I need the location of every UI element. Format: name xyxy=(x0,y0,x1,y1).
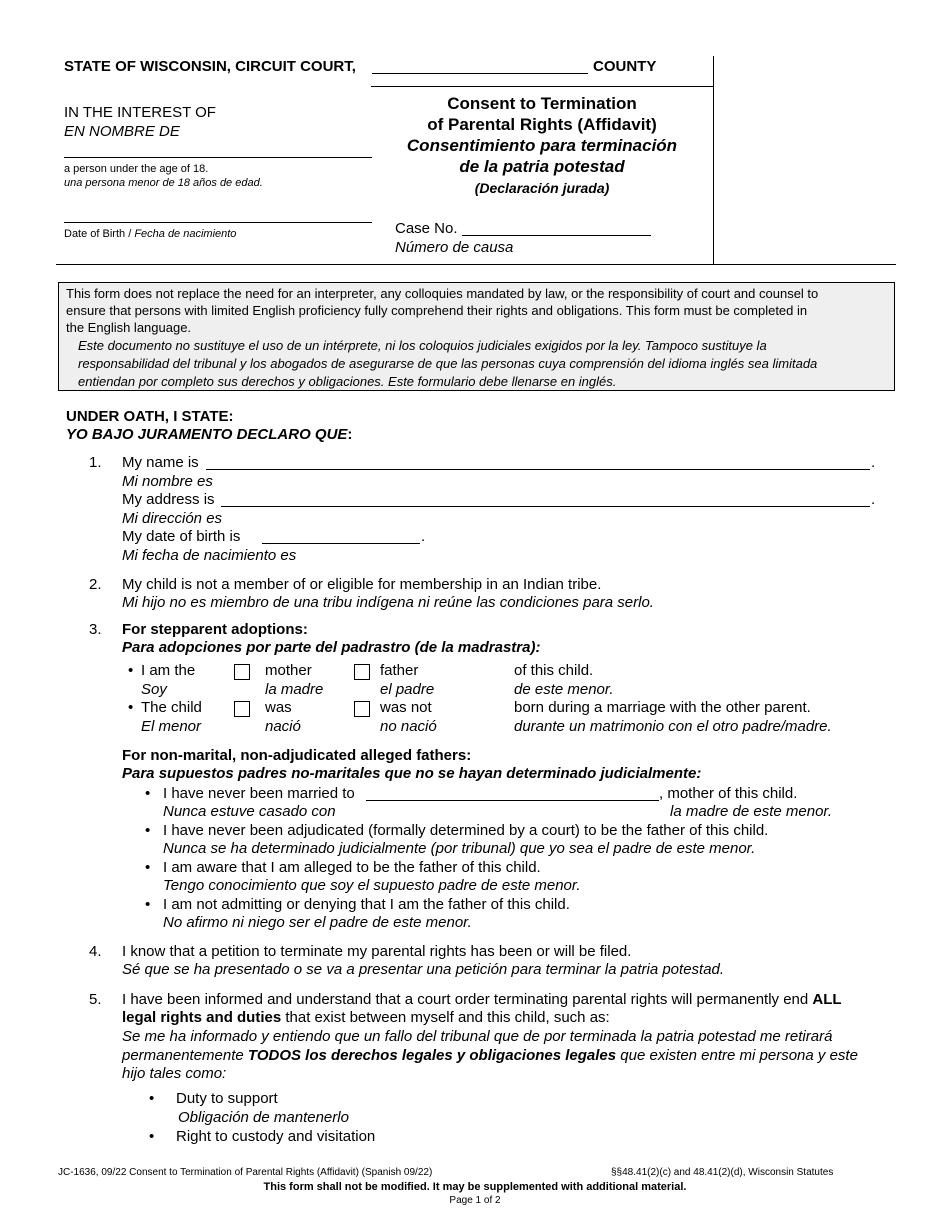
child-dob-field[interactable] xyxy=(64,222,372,223)
dob-self-label-es: Mi fecha de nacimiento es xyxy=(122,547,297,564)
notice-en-1: This form does not replace the need for an interpreter, any colloquies mandated by law, or the responsibility of court and counsel to xyxy=(66,286,819,301)
duty-support-es: Obligación de mantenerlo xyxy=(178,1109,349,1126)
mother-name-field[interactable] xyxy=(366,800,659,801)
notice-es-3: entiendan por completo sus derechos y obligaciones. Este formulario debe llenarse en inglés. xyxy=(78,374,617,389)
item-2-text: My child is not a member of or eligible for membership in an Indian tribe. xyxy=(122,576,602,593)
item-2-number: 2. xyxy=(89,576,102,593)
bullet: • xyxy=(145,859,151,876)
form-title xyxy=(372,93,712,199)
dob-self-field[interactable] xyxy=(262,543,420,544)
admitting-text: I am not admitting or denying that I am the father of this child. xyxy=(163,896,570,913)
row1-tail-es: de este menor. xyxy=(514,681,614,698)
bullet: • xyxy=(145,822,151,839)
father-checkbox[interactable] xyxy=(354,664,370,680)
item-5-es-3: hijo tales como: xyxy=(122,1065,227,1082)
was-checkbox[interactable] xyxy=(234,701,250,717)
court-label: STATE OF WISCONSIN, CIRCUIT COURT, xyxy=(64,58,356,75)
title-es-2: de la patria potestad xyxy=(459,157,625,176)
item-5-line-2: legal rights and duties that exist between myself and this child, such as: xyxy=(122,1009,610,1026)
nonmarital-heading-es: Para supuestos padres no-maritales que no se hayan determinado judicialmente: xyxy=(122,765,702,782)
item-4-text: I know that a petition to terminate my parental rights has been or will be filed. xyxy=(122,943,632,960)
notice-box xyxy=(58,282,895,391)
statutes: §§48.41(2)(c) and 48.41(2)(d), Wisconsin Statutes xyxy=(611,1167,834,1178)
bullet: • xyxy=(128,662,134,679)
item-3-number: 3. xyxy=(89,621,102,638)
aware-text-es: Tengo conocimiento que soy el supuesto padre de este menor. xyxy=(163,877,581,894)
form-id: JC-1636, 09/22 Consent to Termination of Parental Rights (Affidavit) (Spanish 09/22) xyxy=(58,1167,433,1178)
aware-text: I am aware that I am alleged to be the father of this child. xyxy=(163,859,541,876)
item-5-es-2: permanentemente TODOS los derechos legales y obligaciones legales que existen entre mi persona y este xyxy=(122,1047,858,1064)
item-5-es-1: Se me ha informado y entiendo que un fallo del tribunal que de por terminada la patria potestad me retirará xyxy=(122,1028,833,1045)
footer-notice: This form shall not be modified. It may be supplemented with additional material. xyxy=(263,1181,687,1193)
minor-note: a person under the age of 18. xyxy=(64,163,209,175)
title-es-3: (Declaración jurada) xyxy=(474,180,610,196)
item-5-line-1: I have been informed and understand that a court order terminating parental rights will permanently end ALL xyxy=(122,991,842,1008)
row2-tail: born during a marriage with the other parent. xyxy=(514,699,811,716)
case-no-field[interactable] xyxy=(462,235,651,236)
married-tail-es: la madre de este menor. xyxy=(670,803,833,820)
bullet: • xyxy=(149,1090,155,1107)
oath-en: UNDER OATH, I STATE: xyxy=(66,408,234,425)
header-right-rule xyxy=(713,56,714,264)
row1-lead: I am the xyxy=(141,662,196,679)
child-name-field[interactable] xyxy=(64,157,372,158)
stepparent-heading-es: Para adopciones por parte del padrastro (de la madrastra): xyxy=(122,639,541,656)
dob-self-period: . xyxy=(421,528,426,545)
notice-en-2: ensure that persons with limited English proficiency fully comprehend their rights and obligations. This form must be completed in xyxy=(66,303,808,318)
interest-label-es: EN NOMBRE DE xyxy=(64,123,180,140)
item-1-number: 1. xyxy=(89,454,102,471)
case-no-label-es: Número de causa xyxy=(395,239,514,256)
father-label: father xyxy=(380,662,419,679)
county-field[interactable] xyxy=(372,73,588,74)
page-number: Page 1 of 2 xyxy=(449,1195,501,1206)
dob-label: Date of Birth / Fecha de nacimiento xyxy=(64,228,237,240)
married-label-es: Nunca estuve casado con xyxy=(163,803,336,820)
custody-visitation: Right to custody and visitation xyxy=(176,1128,376,1145)
adjudicated-text-es: Nunca se ha determinado judicialmente (por tribunal) que yo sea el padre de este menor. xyxy=(163,840,756,857)
minor-note-es: una persona menor de 18 años de edad. xyxy=(64,177,263,189)
was-not-label: was not xyxy=(380,699,432,716)
item-4-text-es: Sé que se ha presentado o se va a presentar una petición para terminar la patria potestad. xyxy=(122,961,725,978)
mother-checkbox[interactable] xyxy=(234,664,250,680)
name-label: My name is xyxy=(122,454,199,471)
title-es-1: Consentimiento para terminación xyxy=(406,136,678,155)
row1-lead-es: Soy xyxy=(141,681,167,698)
row1-tail: of this child. xyxy=(514,662,594,679)
stepparent-heading: For stepparent adoptions: xyxy=(122,621,308,638)
bullet: • xyxy=(145,785,151,802)
married-tail: , mother of this child. xyxy=(659,785,798,802)
item-4-number: 4. xyxy=(89,943,102,960)
row2-lead-es: El menor xyxy=(141,718,202,735)
mother-label: mother xyxy=(265,662,312,679)
name-period: . xyxy=(871,454,876,471)
notice-es-2: responsabilidad del tribunal y los abogados de asegurarse de que las personas cuya comprensión del idioma inglés sea limitada xyxy=(78,356,818,371)
nonmarital-heading: For non-marital, non-adjudicated alleged fathers: xyxy=(122,747,472,764)
was-not-checkbox[interactable] xyxy=(354,701,370,717)
header-bottom-rule xyxy=(56,264,896,265)
name-field[interactable] xyxy=(206,469,870,470)
row2-lead: The child xyxy=(141,699,202,716)
married-label: I have never been married to xyxy=(163,785,355,802)
header-divider xyxy=(371,86,714,87)
notice-en-3: the English language. xyxy=(66,320,192,335)
name-label-es: Mi nombre es xyxy=(122,473,213,490)
was-label: was xyxy=(265,699,292,716)
title-en-2: of Parental Rights (Affidavit) xyxy=(427,115,657,134)
dob-self-label: My date of birth is xyxy=(122,528,241,545)
bullet: • xyxy=(128,699,134,716)
admitting-text-es: No afirmo ni niego ser el padre de este menor. xyxy=(163,914,472,931)
oath-es: YO BAJO JURAMENTO DECLARO QUE: xyxy=(66,426,353,443)
address-label-es: Mi dirección es xyxy=(122,510,223,527)
was-not-label-es: no nació xyxy=(380,718,437,735)
duty-support: Duty to support xyxy=(176,1090,278,1107)
address-period: . xyxy=(871,491,876,508)
address-field[interactable] xyxy=(221,506,870,507)
row2-tail-es: durante un matrimonio con el otro padre/madre. xyxy=(514,718,832,735)
adjudicated-text: I have never been adjudicated (formally determined by a court) to be the father of this child. xyxy=(163,822,769,839)
notice-es-1: Este documento no sustituye el uso de un intérprete, ni los coloquios judiciales exigidos por la ley. Tampoco sustituye la xyxy=(78,338,767,353)
county-label: COUNTY xyxy=(593,58,657,75)
mother-label-es: la madre xyxy=(265,681,324,698)
interest-label: IN THE INTEREST OF xyxy=(64,104,216,121)
item-2-text-es: Mi hijo no es miembro de una tribu indígena ni reúne las condiciones para serlo. xyxy=(122,594,654,611)
case-no-label: Case No. xyxy=(395,220,458,237)
was-label-es: nació xyxy=(265,718,301,735)
bullet: • xyxy=(149,1128,155,1145)
item-5-number: 5. xyxy=(89,991,102,1008)
bullet: • xyxy=(145,896,151,913)
address-label: My address is xyxy=(122,491,215,508)
title-en-1: Consent to Termination xyxy=(447,94,637,113)
father-label-es: el padre xyxy=(380,681,435,698)
